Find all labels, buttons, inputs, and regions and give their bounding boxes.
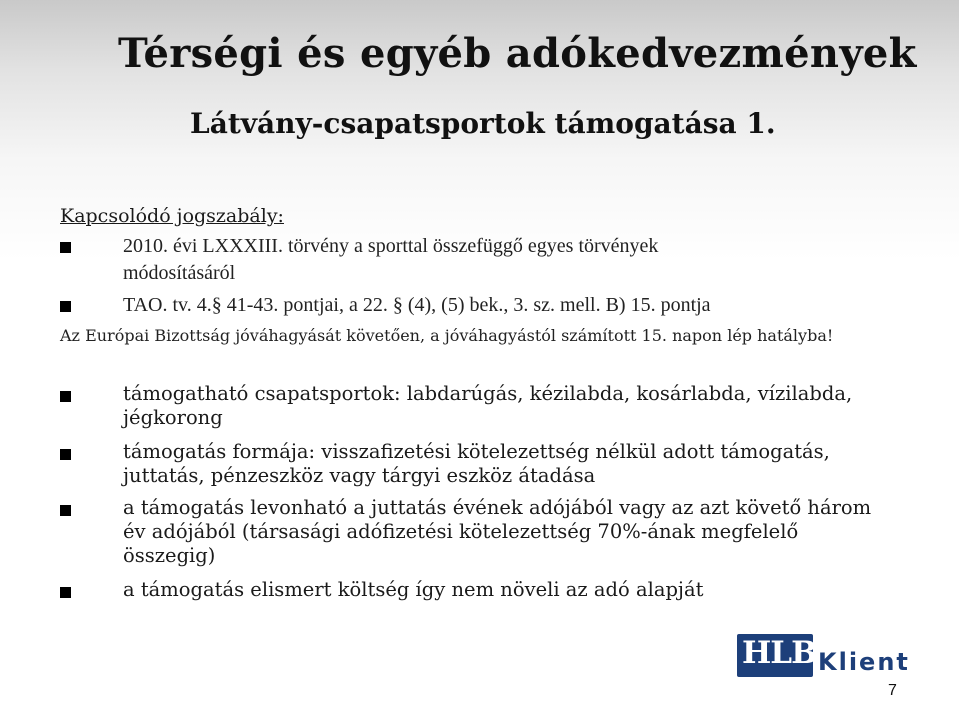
point-4-line1: a támogatás elismert költség így nem növeli az adó alapját: [123, 578, 704, 601]
legal-item-1-line1: 2010. évi LXXXIII. törvény a sporttal összefüggő egyes törvények: [123, 235, 659, 257]
bullet-icon: [60, 505, 71, 516]
point-2-line2: juttatás, pénzeszköz vagy tárgyi eszköz átadása: [123, 464, 596, 487]
point-3-line1: a támogatás levonható a juttatás évének adójából vagy az azt követő három: [123, 496, 872, 519]
effective-date-note: Az Európai Bizottság jóváhagyását követően, a jóváhagyástól számított 15. napon lép hatályba!: [60, 326, 834, 345]
bullet-icon: [60, 587, 71, 598]
point-3-line2: év adójából (társasági adófizetési kötelezettség 70%-ának megfelelő: [123, 520, 799, 543]
point-3-line3: összegig): [123, 544, 216, 567]
bullet-icon: [60, 449, 71, 460]
page-subtitle: Látvány-csapatsportok támogatása 1.: [190, 107, 776, 140]
page-number: 7: [888, 682, 897, 699]
klient-logo-text: Klient: [818, 648, 910, 676]
page-title: Térségi és egyéb adókedvezmények: [118, 30, 917, 77]
bullet-icon: [60, 242, 71, 253]
point-2-line1: támogatás formája: visszafizetési kötelezettség nélkül adott támogatás,: [123, 440, 830, 463]
point-1-line2: jégkorong: [123, 406, 223, 429]
bullet-icon: [60, 391, 71, 402]
point-1-line1: támogatható csapatsportok: labdarúgás, kézilabda, kosárlabda, vízilabda,: [123, 382, 853, 405]
legal-item-2-line1: TAO. tv. 4.§ 41-43. pontjai, a 22. § (4), (5) bek., 3. sz. mell. B) 15. pontja: [123, 294, 711, 316]
legal-item-1-line2: módosításáról: [123, 262, 236, 284]
legal-heading: Kapcsolódó jogszabály:: [60, 205, 284, 227]
hlb-logo-text: HLB: [742, 635, 817, 671]
bullet-icon: [60, 301, 71, 312]
